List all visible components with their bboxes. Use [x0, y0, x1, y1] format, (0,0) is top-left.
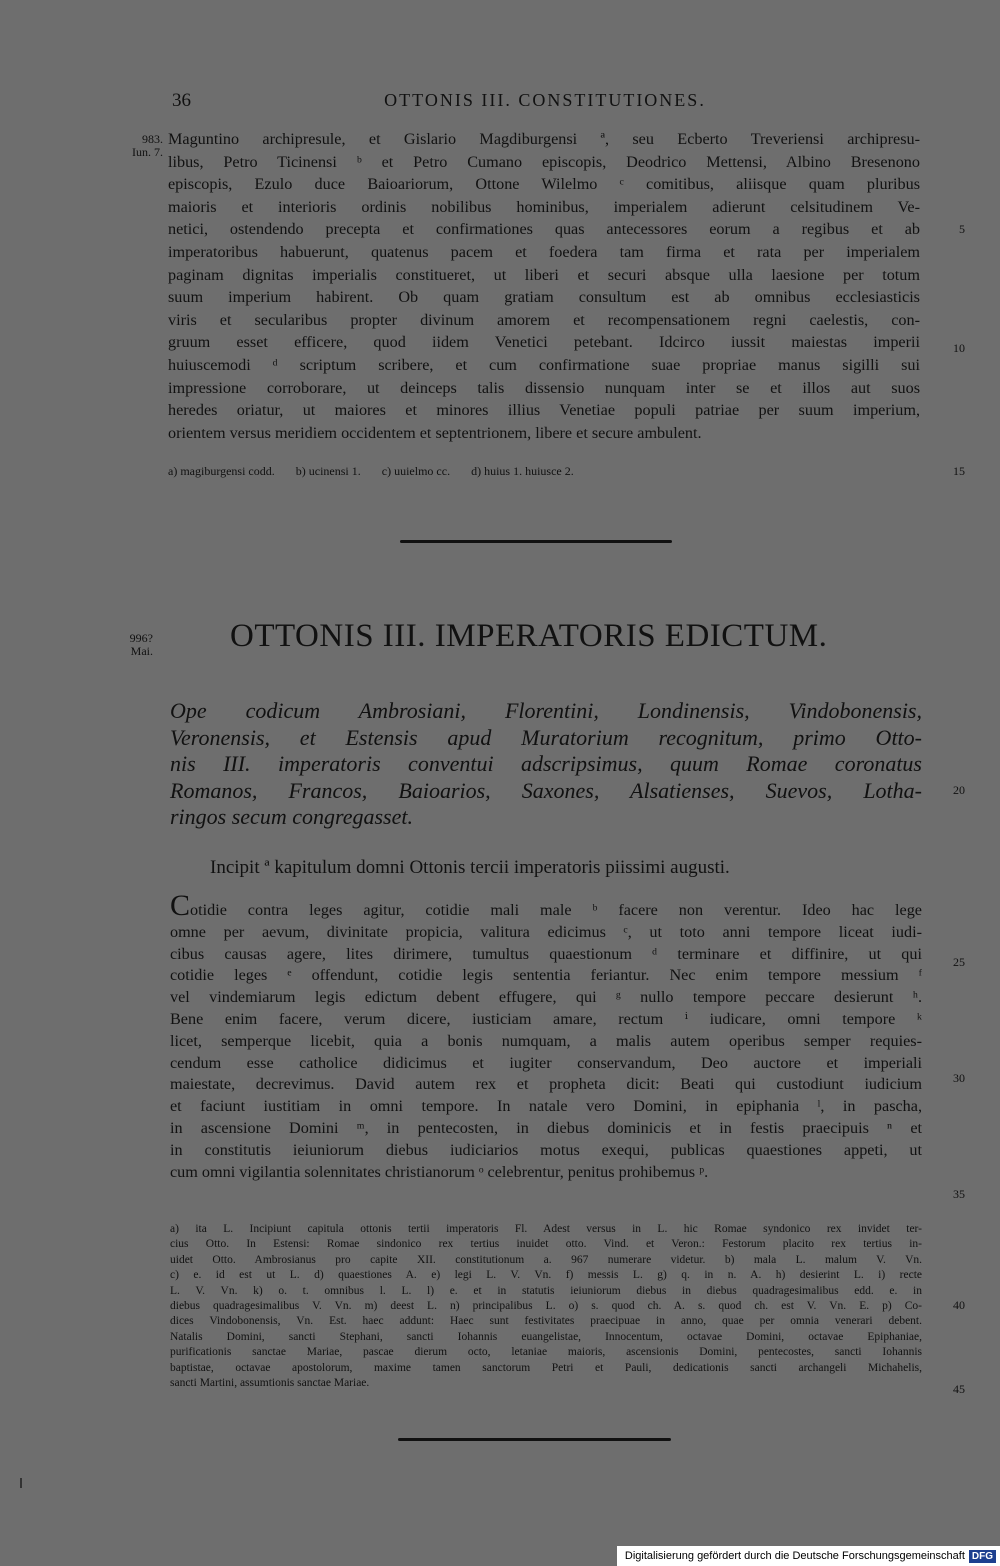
- line-number: 45: [953, 1382, 965, 1396]
- text-line: cendum esse catholice didicimus et iugiter conservandum, Deo auctore et imperiali: [170, 1053, 922, 1072]
- text-line: Bene enim facere, verum dicere, iusticiam amare, rectum ⁱ iudicare, omni tempore ᵏ: [170, 1009, 922, 1028]
- margin-date: 996? Mai.: [129, 631, 153, 658]
- line-number: 25: [953, 955, 965, 969]
- text-line: cibus causas agere, lites dirimere, tumultus quaestionum ᵈ terminare et diffinire, ut qui: [170, 944, 922, 963]
- line-number: 15: [953, 464, 965, 478]
- footnotes: [168, 464, 592, 479]
- margin-date: 983. Iun. 7.: [132, 132, 163, 159]
- edict-text: [170, 889, 922, 1183]
- text-line: episcopis, Ezulo duce Baioariorum, Ottone Wilelmo ᶜ comitibus, aliisque quam pluribus: [168, 175, 920, 194]
- line-number: 5: [959, 222, 965, 236]
- text-line: cum omni vigilantia solennitates christianorum ᵒ celebrentur, penitus prohibemus ᵖ.: [170, 1162, 709, 1181]
- text-line: libus, Petro Ticinensi ᵇ et Petro Cumano episcopis, Deodrico Mettensi, Albino Bresenono: [168, 152, 920, 171]
- text-line: et faciunt iustitiam in omni tempore. In natale vero Domini, in epiphania ˡ, in pascha,: [170, 1097, 922, 1116]
- edict-title: OTTONIS III. IMPERATORIS EDICTUM.: [230, 618, 828, 654]
- line-number: 10: [953, 341, 965, 355]
- dfg-credit: [617, 1546, 1000, 1566]
- note-line: sancti Martini, assumtionis sanctae Mariae.: [170, 1376, 370, 1389]
- incipit-heading: Incipit ª kapitulum domni Ottonis tercii imperatoris piissimi augusti.: [210, 857, 730, 878]
- text-line: huiuscemodi ᵈ scriptum scribere, et cum confirmatione suae propriae manus sigilli sui: [168, 355, 920, 374]
- credit-text: Digitalisierung gefördert durch die Deutsche Forschungsgemeinschaft: [624, 1550, 965, 1562]
- dfg-logo: DFG: [969, 1550, 996, 1563]
- constitution-text: [168, 128, 920, 444]
- text-line: licet, semperque licebit, quia a bonis numquam, a malis autem operibus semper requies-: [170, 1031, 922, 1050]
- text-line: vel vindemiarum legis edictum debent effugere, qui ᵍ nullo tempore peccare desierunt ʰ.: [170, 988, 922, 1007]
- critical-apparatus: [170, 1222, 922, 1391]
- line-number: 40: [953, 1298, 965, 1312]
- line-number: 35: [953, 1187, 965, 1201]
- text-line: maiestate, decrevimus. David autem rex et propheta dicit: Beati qui custodiunt iudicium: [170, 1075, 922, 1094]
- note-line: diebus quadragesimalibus V. Vn. m) deest L. n) principalibus L. o) s. quod ch. A. s. quod ch. est V. Vn. E. p) Co-: [170, 1299, 922, 1312]
- footnote: a) magiburgensi codd.: [168, 464, 275, 478]
- text-line: imperatoribus habuerunt, quatenus pacem et foedera tam firma et rata per imperialem: [168, 242, 920, 261]
- text-line: omne per aevum, divinitate propicia, valitura edicimus ᶜ, ut toto anni tempore liceat iudi-: [170, 922, 922, 941]
- intro-line: nis III. imperatoris conventui adscripsimus, quum Romae coronatus: [170, 751, 922, 776]
- footnote: b) ucinensi 1.: [295, 464, 361, 478]
- text-line: Cotidie contra leges agitur, cotidie mali male ᵇ facere non verentur. Ideo hac lege: [170, 889, 922, 922]
- running-title: OTTONIS III. CONSTITUTIONES.: [384, 90, 706, 110]
- text-line: cotidie leges ᵉ offendunt, cotidie legis sententia feriantur. Nec enim tempore messium ᶠ: [170, 966, 922, 985]
- text-line: paginam dignitas imperialis constitueret, ut liberi et securi absque ulla laesione per totum: [168, 265, 920, 284]
- end-divider: [398, 1438, 671, 1441]
- text-line: viris et secularibus propter divinum amorem et recompensationem regni caelestis, con-: [168, 310, 920, 329]
- note-line: L. V. Vn. k) o. t. omnibus l. L. l) e. et in statutis ieiuniorum diebus in diebus quadragesimalibus edd. e. in: [170, 1284, 922, 1297]
- page-number: 36: [172, 90, 191, 111]
- note-line: purificationis sanctae Mariae, pascae dierum octo, letaniae maioris, ascensionis Domini, pentecostes, sancti Iohannis: [170, 1346, 922, 1359]
- intro-line: Ope codicum Ambrosiani, Florentini, Londinensis, Vindobonensis,: [170, 698, 922, 723]
- text-line: netici, ostendendo precepta et confirmationes quas antecessores eorum a regibus et ab: [168, 220, 920, 239]
- scan-mark: [20, 1478, 22, 1488]
- section-divider: [400, 540, 672, 543]
- footnote: d) huius 1. huiusce 2.: [471, 464, 574, 478]
- note-line: uidet Otto. Ambrosianus pro capite XII. constitutionum a. 967 numerare videtur. b) mala L. malum V. Vn.: [170, 1253, 922, 1266]
- note-line: cius Otto. In Estensi: Romae sindonico rex tertius inuidet otto. Vind. et Veron.: Festorum placito rex tertius in-: [170, 1238, 922, 1251]
- text-line: heredes oriatur, ut maiores et minores illius Venetiae populi patriae per suum imperium,: [168, 401, 920, 420]
- line-number: 20: [953, 783, 965, 797]
- text-line: impressione corroborare, ut deinceps talis dissensio nunquam inter se et illos aut suos: [168, 378, 920, 397]
- intro-line: Veronensis, et Estensis apud Muratorium recognitum, primo Otto-: [170, 724, 922, 750]
- note-line: baptistae, octavae apostolorum, maxime tamen sanctorum Petri et Pauli, dedicationis sancti archangeli Michahelis,: [170, 1361, 922, 1374]
- intro-line: ringos secum congregasset.: [170, 804, 413, 829]
- intro-line: Romanos, Francos, Baioarios, Saxones, Alsatienses, Suevos, Lotha-: [170, 777, 922, 803]
- line-number: 30: [953, 1071, 965, 1085]
- editorial-intro: [170, 698, 922, 831]
- text-line: suum imperium habirent. Ob quam gratiam consultum est ab omnibus ecclesiasticis: [168, 288, 920, 307]
- text-line: maioris et interioris ordinis nobilibus hominibus, imperialem adierunt celsitudinem Ve-: [168, 197, 920, 216]
- footnote: c) uuielmo cc.: [381, 464, 451, 478]
- text-line: in constitutis ieiuniorum diebus iudiciarios motus exequi, publicas quaestiones appeti, ut: [170, 1140, 922, 1159]
- note-line: dices Vindobonensis, Vn. Est. haec addunt: Haec sunt festivitates praecipuae in anno, quae per omnia venerari debent.: [170, 1315, 922, 1328]
- text-line: gruum esset efficere, quod iidem Venetici petebant. Idcirco iussit maiestas imperii: [168, 333, 920, 352]
- text-line: Maguntino archipresule, et Gislario Magdiburgensi ª, seu Ecberto Treveriensi archipresu-: [168, 130, 920, 148]
- note-line: Natalis Domini, sancti Stephani, sancti Iohannis euangelistae, Innocentum, octavae Domini, octavae Epiphaniae,: [170, 1330, 922, 1343]
- note-line: c) e. id est ut L. d) quaestiones A. e) legi L. V. Vn. f) messis L. g) q. in n. A. h) desierint L. i) recte: [170, 1269, 922, 1282]
- note-line: a) ita L. Incipiunt capitula ottonis tertii imperatoris Fl. Adest versus in L. hic Romae syndonico rex invidet ter-: [170, 1223, 922, 1235]
- text-line: in ascensione Domini ᵐ, in pentecosten, in diebus dominicis et in festis praecipuis ⁿ et: [170, 1118, 922, 1137]
- text-line: orientem versus meridiem occidentem et septentrionem, libere et secure ambulent.: [168, 423, 702, 442]
- drop-cap: C: [170, 889, 191, 922]
